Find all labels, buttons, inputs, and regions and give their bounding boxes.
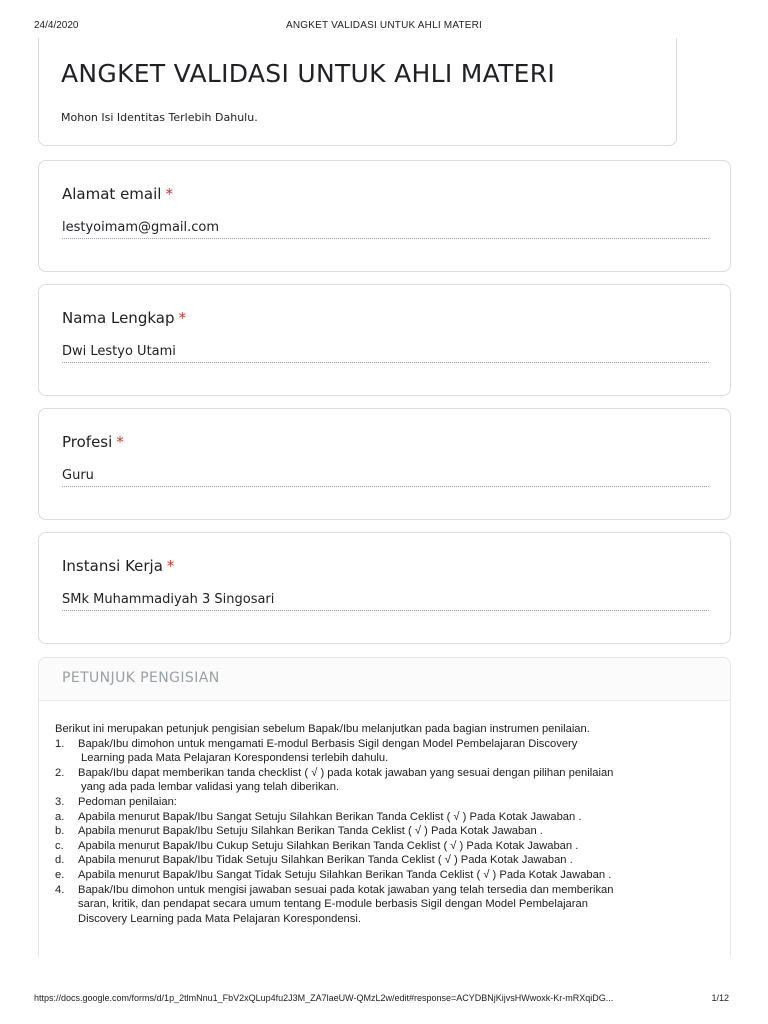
question-card-profession xyxy=(38,408,731,520)
sub-list-item: d. Apabila menurut Bapak/Ibu Tidak Setuju Silahkan Berikan Tanda Ceklist ( √ ) Pada Kotak Jawaban . xyxy=(55,854,573,867)
question-label xyxy=(62,309,186,327)
question-label xyxy=(62,557,174,575)
form-title: ANGKET VALIDASI UNTUK AHLI MATERI xyxy=(61,59,556,88)
question-card-name xyxy=(38,284,731,396)
question-label xyxy=(62,433,124,451)
full-name-field[interactable]: Dwi Lestyo Utami xyxy=(62,344,709,363)
form-description: Mohon Isi Identitas Terlebih Dahulu. xyxy=(61,111,258,124)
instructions-section xyxy=(38,657,731,957)
question-title: Nama Lengkap xyxy=(62,309,175,327)
required-asterisk: * xyxy=(165,185,173,203)
page-number: 1/12 xyxy=(711,993,729,1003)
list-item: 2. Bapak/Ibu dapat memberikan tanda checklist ( √ ) pada kotak jawaban yang sesuai dengan pilihan penilaian xyxy=(55,766,614,779)
question-card-institution xyxy=(38,532,731,644)
sub-list-item: b. Apabila menurut Bapak/Ibu Setuju Silahkan Berikan Tanda Ceklist ( √ ) Pada Kotak Jawaban . xyxy=(55,825,543,838)
print-title: ANGKET VALIDASI UNTUK AHLI MATERI xyxy=(285,20,483,31)
profession-field[interactable]: Guru xyxy=(62,468,709,487)
question-label xyxy=(62,185,173,203)
print-footer xyxy=(0,993,768,1007)
required-asterisk: * xyxy=(178,309,186,327)
question-title: Instansi Kerja xyxy=(62,557,163,575)
section-title: PETUNJUK PENGISIAN xyxy=(62,670,220,686)
institution-field[interactable]: SMk Muhammadiyah 3 Singosari xyxy=(62,592,709,611)
sub-list-item: a. Apabila menurut Bapak/Ibu Sangat Setuju Silahkan Berikan Tanda Ceklist ( √ ) Pada Kotak Jawaban . xyxy=(55,810,582,823)
question-title: Alamat email xyxy=(62,185,162,203)
question-title: Profesi xyxy=(62,433,113,451)
list-item-continuation: saran, kritik, dan pendapat secara umum tentang E-module berbasis Sigil dengan Model Pembelajaran xyxy=(78,898,588,911)
page-url: https://docs.google.com/forms/d/1p_2tlmNnu1_FbV2xQLup4fu2J3M_ZA7laeUW-QMzL2w/edit#response=ACYDBNjKijvsHWwoxk-Kr-mRXqiDG... xyxy=(34,993,614,1003)
list-item: 1. Bapak/Ibu dimohon untuk mengamati E-modul Berbasis Sigil dengan Model Pembelajaran Discovery xyxy=(55,737,578,750)
list-item-continuation: Discovery Learning pada Mata Pelajaran Korespondensi. xyxy=(78,912,361,925)
instructions-intro: Berikut ini merupakan petunjuk pengisian sebelum Bapak/Ibu melanjutkan pada bagian instrumen penilaian. xyxy=(55,723,590,735)
print-header xyxy=(0,20,768,34)
email-field[interactable]: lestyoimam@gmail.com xyxy=(62,220,709,239)
list-item: 3. Pedoman penilaian: xyxy=(55,795,177,808)
instructions-text xyxy=(55,722,715,926)
sub-list-item: c. Apabila menurut Bapak/Ibu Cukup Setuju Silahkan Berikan Tanda Ceklist ( √ ) Pada Kotak Jawaban . xyxy=(55,839,579,852)
list-item-continuation: Learning pada Mata Pelajaran Korespondensi terlebih dahulu. xyxy=(81,752,389,765)
form-title-card xyxy=(38,38,677,146)
list-item: 4. Bapak/Ibu dimohon untuk mengisi jawaban sesuai pada kotak jawaban yang telah tersedia dan memberikan xyxy=(55,883,614,896)
list-item-continuation: yang ada pada lembar validasi yang telah diberikan. xyxy=(81,781,340,794)
required-asterisk: * xyxy=(166,557,175,575)
section-header xyxy=(39,658,730,701)
question-card-email xyxy=(38,160,731,272)
sub-list-item: e. Apabila menurut Bapak/Ibu Sangat Tidak Setuju Silahkan Berikan Tanda Ceklist ( √ ) Pada Kotak Jawaban . xyxy=(55,868,612,881)
required-asterisk: * xyxy=(116,433,124,451)
print-date: 24/4/2020 xyxy=(34,20,79,31)
